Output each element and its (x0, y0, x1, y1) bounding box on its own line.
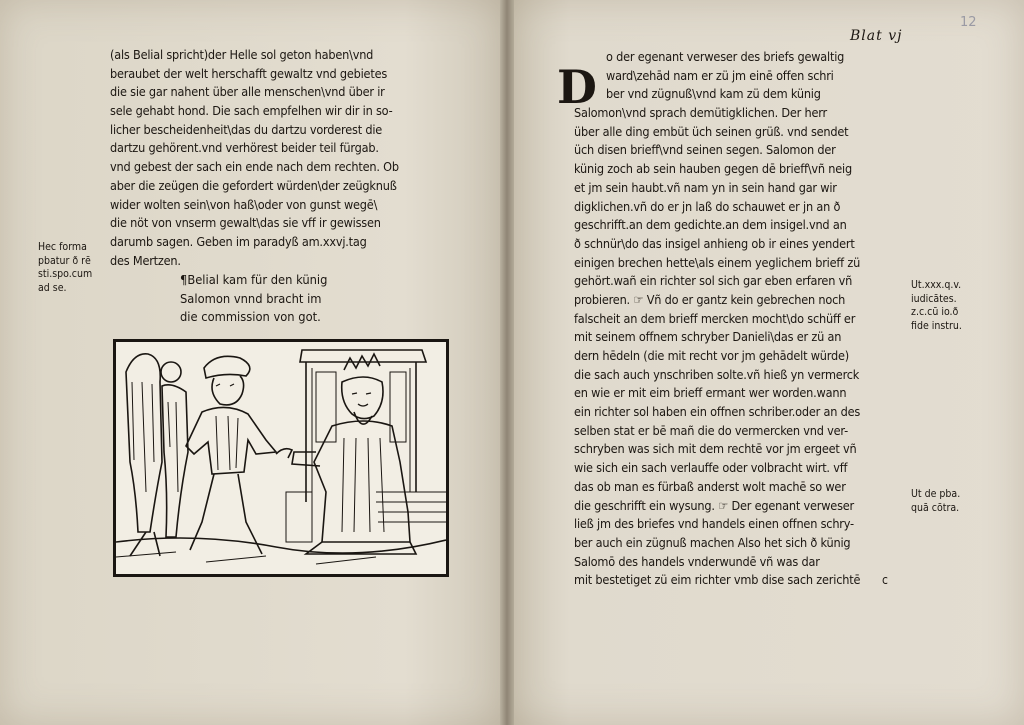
pencil-page-number: 12 (960, 15, 977, 30)
text-line: licher bescheidenheit\das du dartzu vorderest die (110, 121, 383, 137)
margin-line: Ut de pba. (911, 488, 961, 500)
caption-line: ¶Belial kam für den künig (180, 273, 328, 288)
text-line: ein richter sol haben ein offnen schriber.oder an des (574, 404, 861, 420)
text-line: selben stat er bē mañ die do vermercken vnd ver- (574, 422, 848, 438)
margin-line: iudicātes. (911, 292, 957, 305)
text-line: sele gehabt hond. Die sach empfelhen wir dir in so- (110, 103, 393, 119)
right-margin-note-2 (911, 488, 960, 515)
text-line: et jm sein haubt.vñ nam yn in sein hand gar wir (574, 179, 837, 195)
initial-letter: D (557, 60, 597, 114)
left-margin-note (38, 241, 92, 295)
text-line: ð schnür\do das insigel anhieng ob ir eines yendert (574, 235, 855, 251)
left-page (0, 0, 506, 725)
margin-line: pbatur ð rē (38, 254, 91, 267)
margin-line: Hec forma (38, 241, 87, 253)
text-line: über alle ding embüt üch seinen grüß. vnd sendet (574, 123, 849, 139)
text-line: die geschrifft ein wysung. ☞ Der egenant verweser (574, 497, 855, 513)
margin-line: ad se. (38, 281, 67, 294)
text-line: einigen brechen hette\als einem yeglichem brieff zü (574, 254, 861, 270)
text-line: Salomō des handels vnderwundē vñ was dar (574, 553, 820, 569)
text-line: o der egenant verweser des briefs gewaltig (606, 49, 845, 64)
text-line: künig zoch ab sein hauben gegen dē brieff\vñ neig (574, 161, 852, 177)
margin-line: z.c.cū io.ð (911, 306, 959, 318)
text-line: probieren. ☞ Vñ do er gantz kein gebrechen noch (574, 291, 846, 307)
text-line: dern hēdeln (die mit recht vor jm gehādelt würde) (574, 348, 849, 363)
text-line: darumb sagen. Geben im paradyß am.xxvj.tag (110, 233, 367, 249)
margin-line: fide instru. (911, 319, 962, 332)
text-line: das ob man es fürbaß anderst wolt machē so wer (574, 478, 846, 494)
signature-mark: c (882, 573, 888, 587)
right-page-text (574, 48, 860, 590)
text-line: gehört.wañ ein richter sol sich gar eben erfaren vñ (574, 273, 853, 289)
text-line: geschrifft.an dem gedichte.an dem insigel.vnd an (574, 217, 847, 233)
folio-header: Blat vj (850, 28, 903, 44)
margin-line: sti.spo.cum (38, 268, 93, 280)
text-line: die nöt von vnserm gewalt\das sie vff ir gewissen (110, 215, 381, 231)
text-line: ber vnd zügnuß\vnd kam zü dem künig (606, 86, 821, 102)
woodcut-drawing (116, 342, 446, 574)
text-line: (als Belial spricht)der Helle sol geton haben\vnd (110, 47, 374, 62)
text-line: beraubet der welt herschafft gewaltz vnd gebietes (110, 65, 388, 81)
text-line: mit seinem offnem schryber Danieli\das er zü an (574, 329, 842, 345)
text-line: Salomon\vnd sprach demütigklichen. Der herr (574, 105, 827, 121)
text-line: ließ jm des briefes vnd handels einen offnen schry- (574, 516, 854, 532)
left-page-text (110, 46, 399, 270)
text-line: falscheit an dem brieff mercken mocht\do schüff er (574, 310, 856, 326)
text-line: wie sich ein sach verlauffe oder volbracht wirt. vff (574, 460, 848, 476)
text-line: des Mertzen. (110, 252, 181, 268)
text-line: wider wolten sein\von haß\oder von gunst wegē\ (110, 196, 378, 212)
right-margin-note-1 (911, 279, 962, 333)
text-line: mit bestetiget zü eim richter vmb dise sach zerichtē (574, 572, 861, 588)
text-line: digklichen.vñ do er jn laß do schauwet er jn an ð (574, 198, 841, 214)
text-line: dartzu gehörent.vnd verhörest beider teil fürgab. (110, 140, 379, 156)
text-line: die sach auch ynschriben solte.vñ hieß yn vermerck (574, 366, 860, 382)
book-gutter (500, 0, 514, 725)
text-line: die sie gar nahent über alle menschen\vnd über ir (110, 84, 385, 100)
text-line: aber die zeügen die gefordert würden\der zeügknuß (110, 177, 397, 193)
margin-line: Ut.xxx.q.v. (911, 279, 962, 291)
text-line: schryben was sich mit dem rechtē vor jm ergeet vñ (574, 441, 857, 457)
caption-line: die commission von got. (180, 310, 321, 326)
text-line: ward\zehād nam er zü jm einē offen schri (606, 67, 834, 83)
text-line: üch disen brieff\vnd seinen segen. Salomon der (574, 142, 836, 158)
woodcut-illustration (113, 339, 449, 577)
caption-line: Salomon vnnd bracht im (180, 291, 322, 307)
margin-line: quā cōtra. (911, 501, 960, 514)
text-line: en wie er mit eim brieff ermant wer worden.wann (574, 385, 847, 401)
text-line: vnd gebest der sach ein ende nach dem rechten. Ob (110, 159, 399, 175)
text-line: ber auch ein zügnuß machen Also het sich ð künig (574, 534, 851, 550)
woodcut-caption (180, 272, 327, 328)
